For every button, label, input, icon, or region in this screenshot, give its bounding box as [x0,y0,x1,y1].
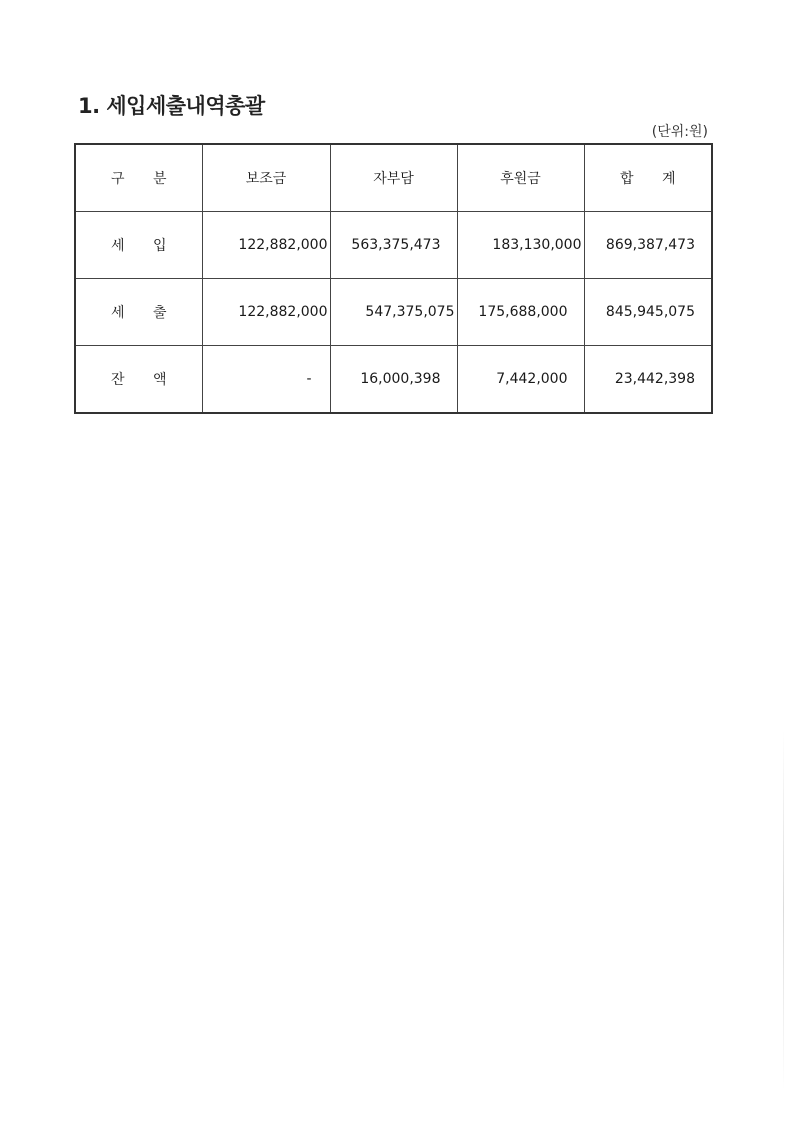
cell-revenue-subsidy: 122,882,000 [202,212,330,279]
cell-expenditure-subsidy: 122,882,000 [202,279,330,346]
table-row-expenditure [75,279,712,346]
unit-label: (단위:원) [651,124,708,140]
cell-balance-total: 23,442,398 [584,346,712,414]
row-label-balance: 잔 액 [75,346,202,414]
header-self-funding: 자부담 [330,144,457,212]
cell-expenditure-self-funding: 547,375,075 [330,279,457,346]
cell-expenditure-donation: 175,688,000 [457,279,584,346]
page-title: 1. 세입세출내역총괄 [78,94,265,118]
scan-edge-mark [783,730,784,1090]
cell-revenue-donation: 183,130,000 [457,212,584,279]
cell-revenue-self-funding: 563,375,473 [330,212,457,279]
header-category: 구 분 [75,144,202,212]
cell-expenditure-total: 845,945,075 [584,279,712,346]
cell-balance-donation: 7,442,000 [457,346,584,414]
table-header-row [75,144,712,212]
cell-revenue-total: 869,387,473 [584,212,712,279]
header-total: 합 계 [584,144,712,212]
row-label-revenue: 세 입 [75,212,202,279]
summary-table [74,143,713,414]
header-subsidy: 보조금 [202,144,330,212]
row-label-expenditure: 세 출 [75,279,202,346]
cell-balance-subsidy: - [202,346,330,414]
header-donation: 후원금 [457,144,584,212]
cell-balance-self-funding: 16,000,398 [330,346,457,414]
table-row-revenue [75,212,712,279]
table-row-balance [75,346,712,414]
